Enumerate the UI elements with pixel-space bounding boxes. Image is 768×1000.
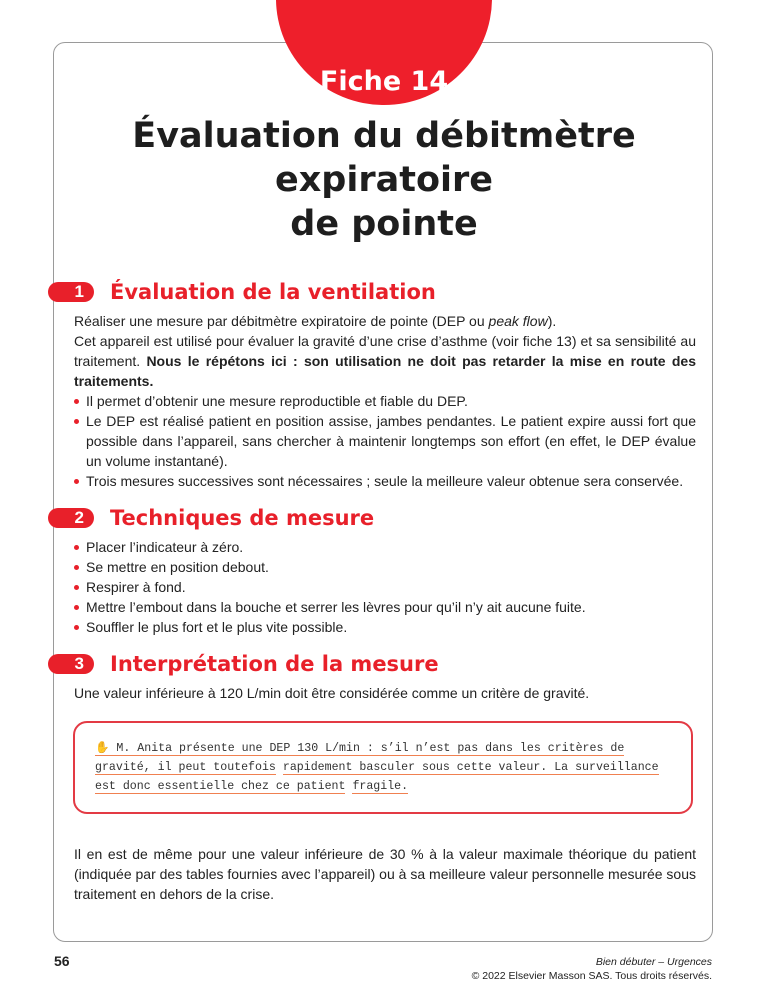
list-item: Se mettre en position debout. xyxy=(74,557,696,577)
section-3-body-2: Il en est de même pour une valeur inférieure de 30 % à la valeur maximale théorique du patient (indiquée par des tables fournies avec l’appareil) ou à sa meilleure valeur personnelle mesurée sous traitement en dehors de la crise. xyxy=(74,846,696,902)
list-item: Souffler le plus fort et le plus vite possible. xyxy=(74,617,696,637)
section-3-heading xyxy=(48,651,698,677)
section-1-body: Réaliser une mesure par débitmètre expiratoire de pointe (DEP ou peak flow). Cet appareil est utilisé pour évaluer la gravité d’une crise d’asthme (voir fiche 13) et sa sensibilité au traitement. Nous le répétons ici : son utilisation ne doit pas retarder la mise en route des traitements. Il permet d’obtenir une mesure reproductible et fiable du DEP. Le DEP est réalisé patient en position assise, jambes pendantes. Le patient expire aussi fort que possible dans l’appareil, sans chercher à maintenir longtemps son effort (en effet, le DEP évalue un volume instantané). Trois mesures successives sont nécessaires ; seule la meilleure valeur obtenue sera conservée. xyxy=(74,313,696,489)
hand-icon: ✋ xyxy=(95,742,110,755)
page-content xyxy=(48,279,698,904)
bullet-list xyxy=(74,537,696,637)
section-3-body: Une valeur inférieure à 120 L/min doit être considérée comme un critère de gravité. xyxy=(74,685,590,701)
section-number: 1 xyxy=(48,282,94,302)
section-1-heading xyxy=(48,279,698,305)
list-item: Il permet d’obtenir une mesure reproductible et fiable du DEP. xyxy=(74,391,696,411)
page-number: 56 xyxy=(54,953,70,969)
section-2-heading xyxy=(48,505,698,531)
list-item: Respirer à fond. xyxy=(74,577,696,597)
section-title: Techniques de mesure xyxy=(110,506,375,530)
case-box xyxy=(73,721,693,814)
section-number: 3 xyxy=(48,654,94,674)
list-item: Mettre l’embout dans la bouche et serrer les lèvres pour qu’il n’y ait aucune fuite. xyxy=(74,597,696,617)
section-number: 2 xyxy=(48,508,94,528)
bullet-list xyxy=(74,391,696,491)
list-item: Placer l’indicateur à zéro. xyxy=(74,537,696,557)
case-text: ✋ M. Anita présente une DEP 130 L/min : s’il n’est pas dans les critères de gravité, il peut toutefois rapidement basculer sous cette valeur. La surveillance est donc essentielle chez ce patient fragile. xyxy=(95,742,659,793)
section-2-body xyxy=(74,537,696,637)
section-title: Évaluation de la ventilation xyxy=(110,280,436,304)
list-item: Le DEP est réalisé patient en position assise, jambes pendantes. Le patient expire aussi fort que possible dans l’appareil, sans chercher à maintenir longtemps son effort (en effet, le DEP évalue un volume instantané). xyxy=(74,411,696,471)
list-item: Trois mesures successives sont nécessaires ; seule la meilleure valeur obtenue sera conservée. xyxy=(74,471,696,491)
page-title: Évaluation du débitmètre expiratoire de pointe xyxy=(132,116,636,244)
fiche-label: Fiche 14 xyxy=(319,66,449,97)
section-title: Interprétation de la mesure xyxy=(110,652,439,676)
footer: Bien débuter – Urgences © 2022 Elsevier Masson SAS. Tous droits réservés. xyxy=(471,956,712,982)
